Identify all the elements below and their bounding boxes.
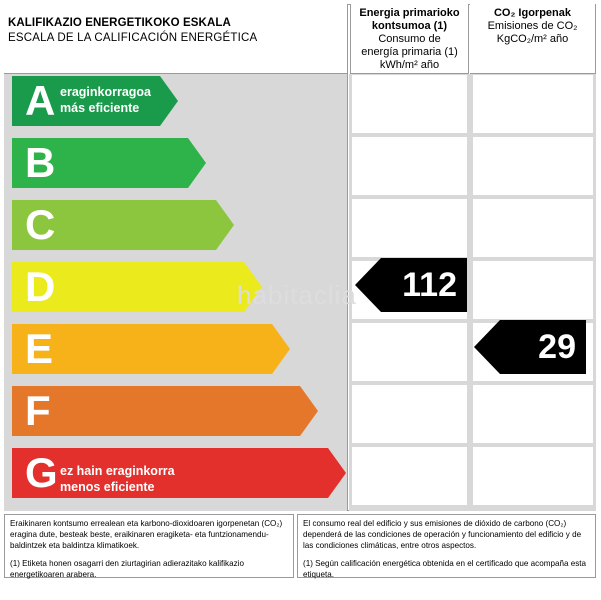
energy-header-line4: energía primaria (1): [361, 46, 458, 58]
co2-cell-d: [473, 261, 593, 319]
scale-title: KALIFIKAZIO ENERGETIKOKO ESKALA: [8, 17, 231, 29]
rating-letter-d: D: [25, 263, 56, 310]
rating-arrow-f: [12, 386, 318, 436]
energy-header-line5: kWh/m² año: [379, 59, 440, 71]
energy-cell-c: [352, 199, 467, 257]
co2-header-line3: KgCO₂/m² año: [496, 33, 569, 45]
energy-consumption-value: 112: [402, 266, 457, 304]
rating-arrow-e-shape: [12, 324, 290, 374]
energy-cell-b: [352, 137, 467, 195]
rating-a-label-es: más eficiente: [60, 101, 140, 115]
scale-header: [4, 4, 348, 74]
rating-g-label-eu: ez hain eraginkorra: [60, 464, 175, 478]
rating-g-label-es: menos eficiente: [60, 480, 155, 494]
co2-cell-f: [473, 385, 593, 443]
footer-spanish-footnote: (1) Según calificación energética obtenida en el certificado que acompaña esta etiqueta.: [303, 559, 587, 579]
rating-a-label-eu: eraginkorragoa: [60, 85, 152, 99]
rating-letter-a: A: [25, 77, 56, 124]
co2-column-header: [470, 4, 595, 74]
co2-cell-b: [473, 137, 593, 195]
energy-column-header: [350, 4, 469, 74]
rating-arrow-a: [12, 76, 178, 126]
rating-arrow-g: [12, 448, 346, 498]
rating-arrow-f-shape: [12, 386, 318, 436]
rating-arrow-b: [12, 138, 206, 188]
scale-subtitle: ESCALA DE LA CALIFICACIÓN ENERGÉTICA: [8, 32, 258, 44]
co2-cell-a: [473, 75, 593, 133]
energy-cell-a: [352, 75, 467, 133]
rating-arrow-e: [12, 324, 290, 374]
co2-cell-g: [473, 447, 593, 505]
footer-basque-footnote: (1) Etiketa honen osagarri den ziurtagirian adierazitako kalifikazio energetikoaren arabera.: [10, 559, 244, 579]
co2-cell-c: [473, 199, 593, 257]
footer-basque-note: Eraikinaren kontsumo errealean eta karbono-dioxidoaren igorpenetan (CO₂) eragina dute, besteak beste, eraikinaren eragiketa- eta funtzionamendu-baldintzek eta baldintza klimatikoek.: [10, 519, 283, 550]
rating-arrow-c: [12, 200, 234, 250]
energy-header-line1: Energia primarioko: [359, 7, 460, 19]
energy-consumption-marker: [355, 258, 467, 312]
co2-emissions-marker: [474, 320, 586, 374]
co2-header-line1: CO₂ Igorpenak: [493, 7, 571, 19]
watermark-logo: habitaclia: [237, 280, 357, 310]
rating-letter-b: B: [25, 139, 56, 186]
co2-header-line2: Emisiones de CO₂: [487, 20, 578, 32]
energy-cell-g: [352, 447, 467, 505]
energy-cell-f: [352, 385, 467, 443]
energy-cell-e: [352, 323, 467, 381]
rating-letter-e: E: [25, 325, 54, 372]
energy-header-line3: Consumo de: [378, 33, 441, 45]
rating-letter-f: F: [25, 387, 51, 434]
co2-emissions-value: 29: [538, 328, 576, 366]
rating-letter-g: G: [25, 449, 58, 496]
energy-header-line2: kontsumoa (1): [371, 20, 448, 32]
footer-basque-notes: [4, 514, 294, 578]
rating-letter-c: C: [25, 201, 56, 248]
footer-spanish-notes: [297, 514, 596, 578]
footer-spanish-note: El consumo real del edificio y sus emisiones de dióxido de carbono (CO₂) dependerá de las condiciones de operación y funcionamiento del edificio y de las condiciones climáticas, entre otros aspectos.: [303, 519, 582, 550]
rating-arrow-d: [12, 262, 262, 312]
